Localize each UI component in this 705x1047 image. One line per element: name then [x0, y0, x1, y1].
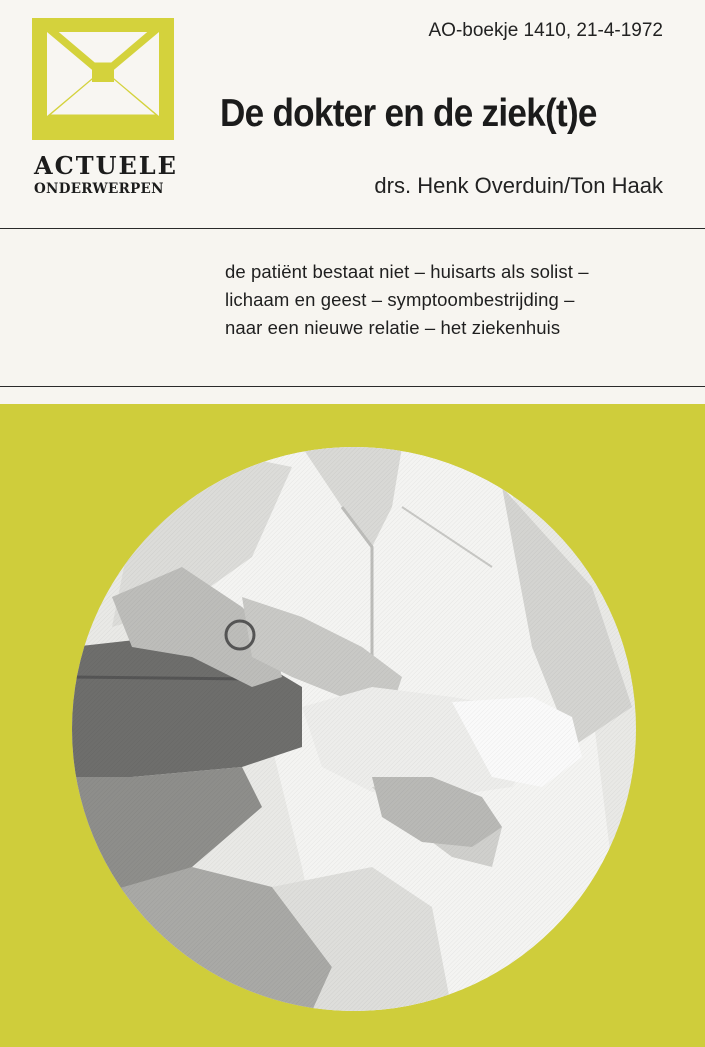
- topic-line-3: naar een nieuwe relatie – het ziekenhuis: [225, 317, 561, 338]
- series-name-line2: ONDERWERPEN: [34, 181, 164, 197]
- photo-illustration: [72, 447, 636, 1011]
- topic-line-2: lichaam en geest – symptoombestrijding –: [225, 289, 575, 310]
- book-authors: drs. Henk Overduin/Ton Haak: [374, 173, 663, 198]
- book-title: De dokter en de ziek(t)e: [220, 92, 597, 135]
- ao-monogram-icon: [32, 18, 174, 140]
- topic-line-1: de patiënt bestaat niet – huisarts als solist –: [225, 261, 589, 282]
- divider-bottom: [0, 386, 705, 387]
- series-name-line1: ACTUELE: [34, 151, 178, 180]
- doctor-examining-hand-photo: [72, 447, 636, 1011]
- booklet-number-date: AO-boekje 1410, 21-4-1972: [428, 20, 663, 41]
- topics-section: [0, 229, 705, 386]
- cover-header: [0, 0, 705, 228]
